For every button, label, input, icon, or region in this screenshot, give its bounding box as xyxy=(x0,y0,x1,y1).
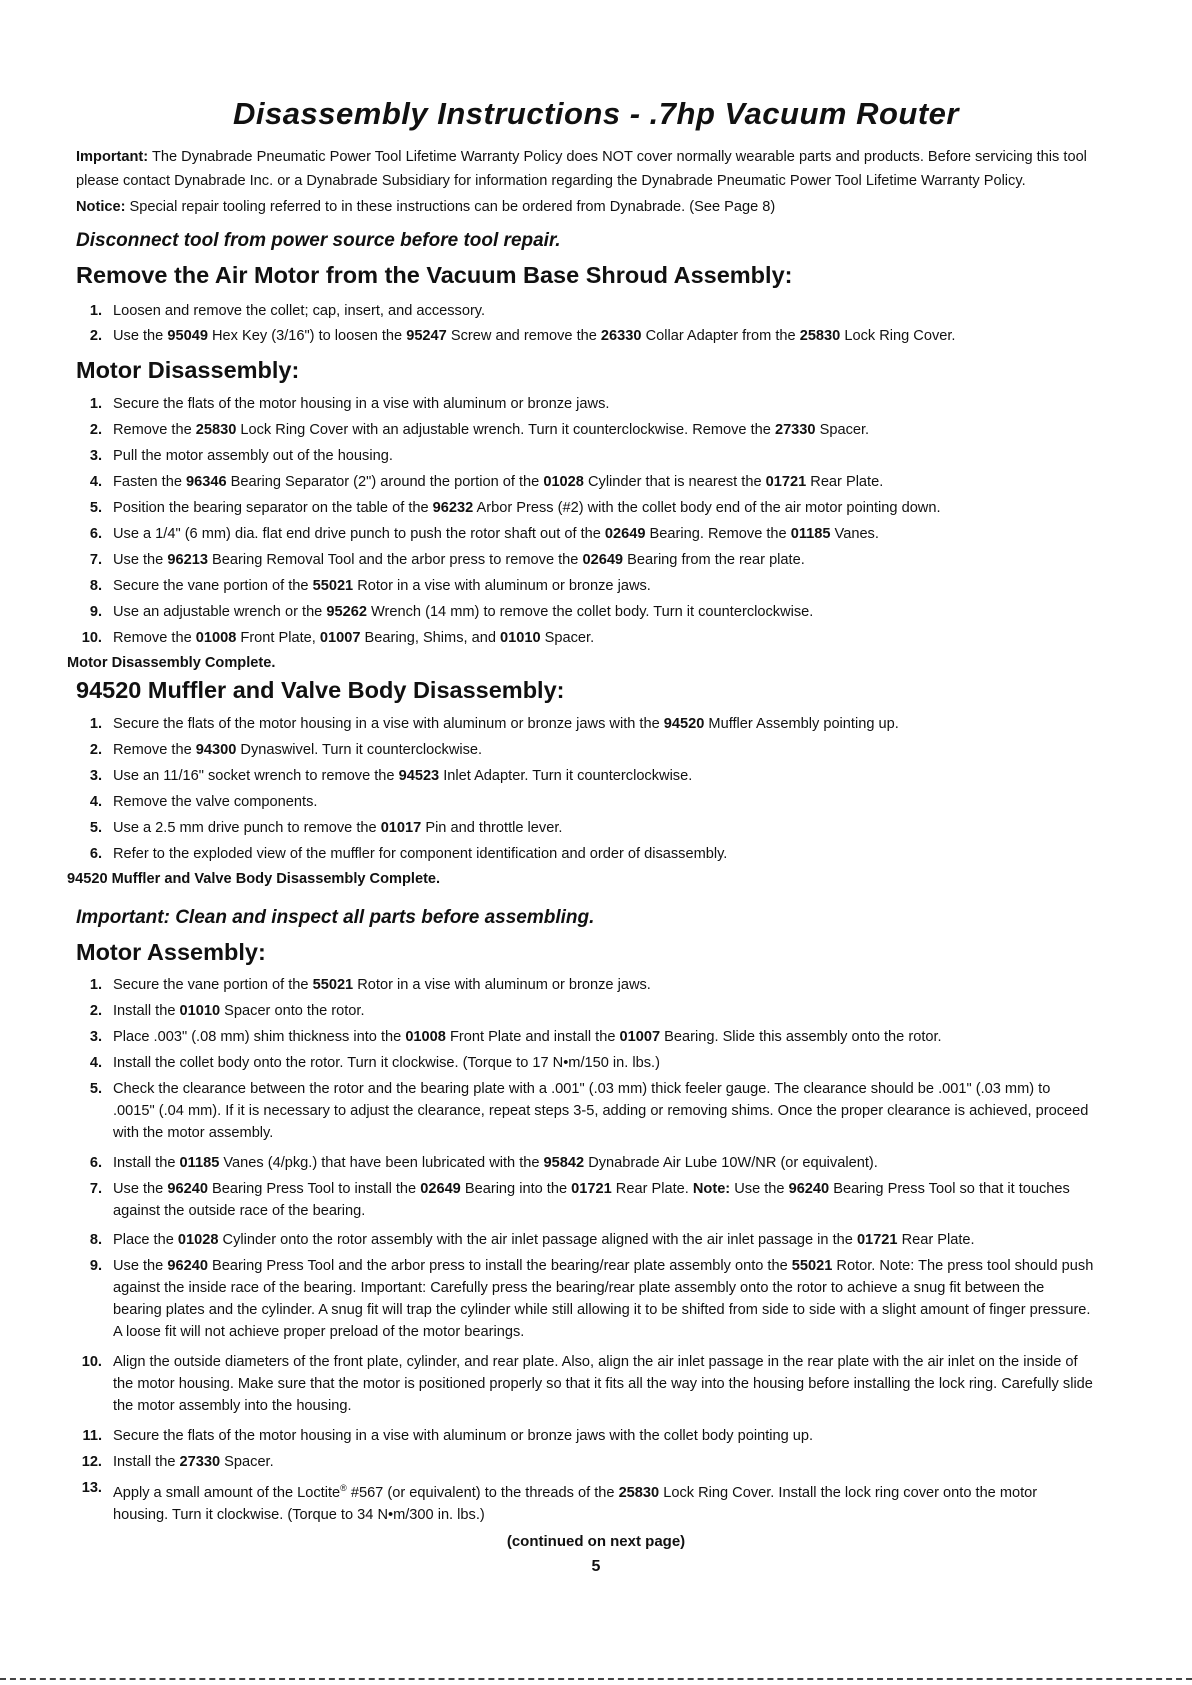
step-number: 2. xyxy=(89,1003,102,1019)
clean-inspect-warning: Important: Clean and inspect all parts before assembling. xyxy=(76,907,595,928)
part-number: 01721 xyxy=(856,1232,898,1248)
step-number: 2. xyxy=(89,328,102,344)
part-number: 96240 xyxy=(167,1258,208,1274)
step-text: Lock Ring Cover. Install the lock ring cover onto the motor xyxy=(659,1484,1038,1501)
step-text: Spacer. xyxy=(220,1454,274,1470)
part-number: 96240 xyxy=(788,1181,830,1197)
part-number: 01010 xyxy=(500,630,541,646)
step-text: Bearing Press Tool and the arbor press to install the bearing/rear plate assembly onto the xyxy=(207,1258,792,1274)
part-number: 95247 xyxy=(406,328,447,344)
step-text: Use the xyxy=(113,1258,168,1274)
registered-mark: ® xyxy=(340,1483,347,1493)
step-text: Install the collet body onto the rotor. Turn it clockwise. (Torque to 17 N•m/150 in. lbs.) xyxy=(113,1055,660,1071)
step-text: against the outside race of the bearing. xyxy=(113,1203,366,1219)
part-number: 96346 xyxy=(186,474,227,490)
step-text: Bearing Removal Tool and the arbor press to remove the xyxy=(207,552,583,568)
part-number: 96240 xyxy=(167,1181,208,1197)
part-number: 94520 xyxy=(663,716,705,732)
step-number: 6. xyxy=(89,846,102,862)
step-number: 5. xyxy=(89,500,102,516)
step-text: Rear Plate. xyxy=(806,474,884,490)
step-text: Secure the flats of the motor housing in a vise with aluminum or bronze jaws with the xyxy=(113,716,664,732)
note-label: Note: xyxy=(692,1181,731,1197)
part-number: 01028 xyxy=(543,474,584,490)
step-text: Use the xyxy=(113,1181,168,1197)
step-text: Pull the motor assembly out of the housing. xyxy=(113,448,393,464)
step-number: 3. xyxy=(89,1029,102,1045)
part-number: 01007 xyxy=(319,630,361,646)
part-number: 94523 xyxy=(398,768,440,784)
step-text: Remove the xyxy=(113,630,196,646)
step-text: Muffler Assembly pointing up. xyxy=(704,716,899,732)
step-number: 4. xyxy=(89,794,102,810)
step-number: 8. xyxy=(89,578,102,594)
step-number: 12. xyxy=(81,1454,102,1470)
step-number: 2. xyxy=(89,422,102,438)
step-number: 1. xyxy=(89,977,102,993)
step-text: Install the xyxy=(113,1454,180,1470)
step-text: against the inside race of the bearing. Important: Carefully press the bearing/rear plate assembly onto the rotor to achieve a snug fit between the xyxy=(113,1280,1045,1296)
step-text: Vanes (4/pkg.) that have been lubricated with the xyxy=(219,1155,544,1171)
section-heading-motor-disassembly: Motor Disassembly: xyxy=(76,357,300,383)
step-text: Rotor in a vise with aluminum or bronze jaws. xyxy=(353,977,651,993)
step-text: housing. Turn it clockwise. (Torque to 34 N•m/300 in. lbs.) xyxy=(113,1506,485,1523)
step-text: Apply a small amount of the Loctite xyxy=(113,1484,341,1501)
continued-note: (continued on next page) xyxy=(506,1533,686,1550)
step-text: Bearing from the rear plate. xyxy=(623,552,805,568)
part-number: 55021 xyxy=(791,1258,833,1274)
step-text: Front Plate, xyxy=(236,630,320,646)
step-text: Refer to the exploded view of the muffler for component identification and order of disassembly. xyxy=(113,846,728,862)
step-text: Lock Ring Cover with an adjustable wrench. Turn it counterclockwise. Remove the xyxy=(236,422,775,438)
step-text: Rear Plate. xyxy=(611,1181,693,1197)
part-number: 02649 xyxy=(582,552,624,568)
tooling-notice xyxy=(76,195,1116,219)
part-number: 55021 xyxy=(312,578,354,594)
part-number: 01008 xyxy=(405,1029,446,1045)
step-number: 2. xyxy=(89,742,102,758)
step-text: Use the xyxy=(113,552,168,568)
part-number: 02649 xyxy=(420,1181,461,1197)
step-text: Fasten the xyxy=(113,474,187,490)
step-text: Rotor in a vise with aluminum or bronze jaws. xyxy=(353,578,651,594)
page-divider xyxy=(0,1678,1192,1680)
part-number: 01017 xyxy=(380,820,422,836)
step-number: 4. xyxy=(89,1055,102,1071)
step-text: Use the xyxy=(730,1181,789,1197)
step-text: .0015" (.04 mm). If it is necessary to adjust the clearance, repeat steps 3-5, adding or removing shims. Once the proper clearance is achieved, proceed xyxy=(113,1103,1089,1119)
step-text: Dynaswivel. Turn it counterclockwise. xyxy=(236,742,483,758)
step-text: Rotor. Note: The press tool should push xyxy=(832,1258,1094,1274)
section-complete-note: Motor Disassembly Complete. xyxy=(67,655,276,671)
step-text: bearing plates and the cylinder. A snug fit will trap the cylinder while still allowing it to be shifted from side to side with a slight amount of finger pressure. xyxy=(113,1302,1091,1318)
step-text: Use a 2.5 mm drive punch to remove the xyxy=(113,820,381,836)
part-number: 26330 xyxy=(600,328,642,344)
step-text: Position the bearing separator on the table of the xyxy=(113,500,433,516)
part-number: 94300 xyxy=(195,742,237,758)
page-title: Disassembly Instructions - .7hp Vacuum Router xyxy=(233,96,959,131)
tooling-notice-text: Special repair tooling referred to in these instructions can be ordered from Dynabrade. (See Page 8) xyxy=(129,199,776,215)
step-text: Bearing. Slide this assembly onto the rotor. xyxy=(660,1029,942,1045)
warranty-notice-text-1: The Dynabrade Pneumatic Power Tool Lifetime Warranty Policy does NOT cover normally wearable parts and products. Before servicing this tool xyxy=(151,149,1087,165)
step-text: Secure the vane portion of the xyxy=(113,578,313,594)
part-number: 25830 xyxy=(195,422,237,438)
part-number: 01721 xyxy=(765,474,807,490)
part-number: 01185 xyxy=(179,1155,220,1171)
step-number: 1. xyxy=(89,396,102,412)
step-text: #567 (or equivalent) to the threads of the xyxy=(346,1484,619,1501)
step-text: Pin and throttle lever. xyxy=(421,820,563,836)
step-number: 8. xyxy=(89,1232,102,1248)
part-number: 25830 xyxy=(618,1484,660,1501)
warranty-notice-label: Important: xyxy=(76,149,149,165)
step-text: Align the outside diameters of the front plate, cylinder, and rear plate. Also, align the air inlet passage in the rear plate with the air inlet on the inside of xyxy=(113,1354,1078,1370)
step-text: Install the xyxy=(113,1155,180,1171)
step-text: Arbor Press (#2) with the collet body end of the air motor pointing down. xyxy=(473,500,941,516)
step-text: Hex Key (3/16") to loosen the xyxy=(207,328,407,344)
step-text: Lock Ring Cover. xyxy=(840,328,956,344)
step-number: 1. xyxy=(89,303,102,319)
step-text: Place .003" (.08 mm) shim thickness into the xyxy=(113,1029,406,1045)
step-text: Use the xyxy=(113,328,168,344)
part-number: 96232 xyxy=(432,500,474,516)
step-number: 10. xyxy=(81,630,102,646)
part-number: 55021 xyxy=(312,977,354,993)
section-heading-remove-motor: Remove the Air Motor from the Vacuum Base Shroud Assembly: xyxy=(76,262,793,288)
step-text: Install the xyxy=(113,1003,180,1019)
step-text: Loosen and remove the collet; cap, insert, and accessory. xyxy=(113,303,486,319)
step-number: 9. xyxy=(89,1258,102,1274)
section-heading-motor-assembly: Motor Assembly: xyxy=(76,939,266,965)
step-text: Use an 11/16" socket wrench to remove the xyxy=(113,768,399,784)
step-number: 5. xyxy=(89,1081,102,1097)
step-text: Secure the flats of the motor housing in a vise with aluminum or bronze jaws with the collet body pointing up. xyxy=(113,1428,814,1444)
step-text: Place the xyxy=(113,1232,178,1248)
step-number: 10. xyxy=(81,1354,102,1370)
step-text: Bearing Press Tool so that it touches xyxy=(829,1181,1070,1197)
part-number: 01028 xyxy=(177,1232,219,1248)
step-text: Wrench (14 mm) to remove the collet body. Turn it counterclockwise. xyxy=(366,604,814,620)
section-complete-note: 94520 Muffler and Valve Body Disassembly Complete. xyxy=(67,871,441,887)
step-number: 1. xyxy=(89,716,102,732)
step-text: Check the clearance between the rotor and the bearing plate with a .001" (.03 mm) thick feeler gauge. The clearance should be .001" (.03 mm) to xyxy=(113,1081,1051,1097)
tooling-notice-label: Notice: xyxy=(76,199,126,215)
step-text: Remove the valve components. xyxy=(113,794,318,810)
part-number: 01721 xyxy=(571,1181,612,1197)
part-number: 95049 xyxy=(167,328,208,344)
part-number: 01008 xyxy=(195,630,237,646)
step-text: the motor assembly into the housing. xyxy=(113,1398,352,1414)
part-number: 96213 xyxy=(167,552,208,568)
step-text: Inlet Adapter. Turn it counterclockwise. xyxy=(439,768,693,784)
step-text: Spacer. xyxy=(540,630,595,646)
part-number: 27330 xyxy=(774,422,816,438)
step-number: 11. xyxy=(82,1428,102,1444)
step-text: Use a 1/4" (6 mm) dia. flat end drive punch to push the rotor shaft out of the xyxy=(113,526,605,542)
step-number: 9. xyxy=(89,604,102,620)
step-number: 6. xyxy=(89,1155,102,1171)
step-number: 4. xyxy=(89,474,102,490)
step-text: Bearing. Remove the xyxy=(645,526,791,542)
step-number: 5. xyxy=(89,820,102,836)
step-text: the motor housing. Make sure that the motor is positioned properly so that it fits all the way into the housing before installing the lock ring. Carefully slide xyxy=(113,1376,1093,1392)
step-number: 7. xyxy=(89,552,102,568)
part-number: 01185 xyxy=(790,526,831,542)
warranty-notice-text-2: please contact Dynabrade Inc. or a Dynabrade Subsidiary for information regarding the Dynabrade Pneumatic Power Tool Lifetime Warranty Policy. xyxy=(76,173,1026,189)
part-number: 27330 xyxy=(179,1454,221,1470)
step-number: 3. xyxy=(89,448,102,464)
step-text: Screw and remove the xyxy=(446,328,601,344)
step-number: 7. xyxy=(89,1181,102,1197)
step-text: Remove the xyxy=(113,422,196,438)
step-text: Secure the flats of the motor housing in a vise with aluminum or bronze jaws. xyxy=(113,396,610,412)
step-number: 13. xyxy=(81,1480,102,1496)
step-text: Vanes. xyxy=(830,526,879,542)
step-text: Cylinder onto the rotor assembly with the air inlet passage aligned with the air inlet passage in the xyxy=(218,1232,857,1248)
step-number: 6. xyxy=(89,526,102,542)
disconnect-warning: Disconnect tool from power source before tool repair. xyxy=(76,230,561,251)
step-text: Secure the vane portion of the xyxy=(113,977,313,993)
step-text: Rear Plate. xyxy=(897,1232,975,1248)
step-text: Dynabrade Air Lube 10W/NR (or equivalent). xyxy=(584,1155,878,1171)
step-text: A loose fit will not achieve proper preload of the motor bearings. xyxy=(113,1324,525,1340)
part-number: 95262 xyxy=(326,604,367,620)
step-text: Collar Adapter from the xyxy=(641,328,800,344)
part-number: 02649 xyxy=(604,526,646,542)
part-number: 95842 xyxy=(543,1155,585,1171)
step-text: Front Plate and install the xyxy=(445,1029,620,1045)
step-text: Spacer onto the rotor. xyxy=(220,1003,365,1019)
part-number: 25830 xyxy=(799,328,841,344)
step-text: Bearing Press Tool to install the xyxy=(207,1181,421,1197)
warranty-notice xyxy=(76,145,1116,193)
part-number: 01007 xyxy=(619,1029,661,1045)
step-text: Spacer. xyxy=(815,422,870,438)
step-text: Bearing, Shims, and xyxy=(360,630,501,646)
page-number: 5 xyxy=(591,1558,601,1575)
step-text: Bearing Separator (2") around the portion of the xyxy=(226,474,544,490)
step-text: Use an adjustable wrench or the xyxy=(113,604,327,620)
step-text: with the motor assembly. xyxy=(113,1125,274,1141)
step-number: 3. xyxy=(89,768,102,784)
section-heading-muffler: 94520 Muffler and Valve Body Disassembly: xyxy=(76,677,565,703)
step-text: Remove the xyxy=(113,742,196,758)
step-text: Bearing into the xyxy=(460,1181,572,1197)
step-text: Cylinder that is nearest the xyxy=(583,474,766,490)
part-number: 01010 xyxy=(179,1003,221,1019)
